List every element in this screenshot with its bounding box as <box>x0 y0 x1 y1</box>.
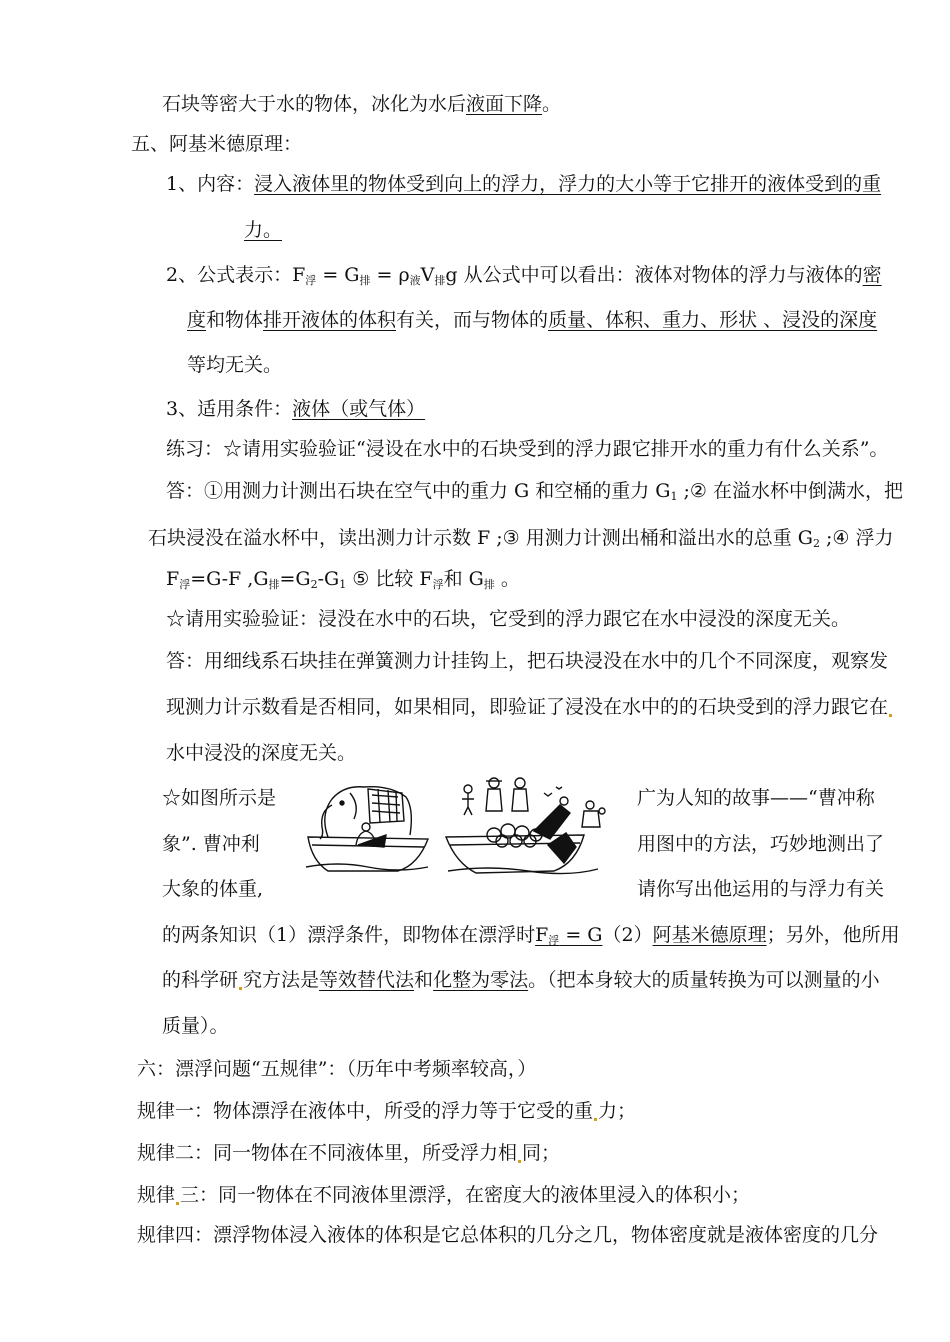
underlined-answer <box>535 924 602 946</box>
text-span: 的两条知识（1）漂浮条件，即物体在漂浮时 <box>162 924 536 946</box>
item-label: 1、内容： <box>166 173 255 195</box>
formula-subscript: 2 <box>310 578 318 591</box>
formula-subscript: 排 <box>434 274 446 287</box>
answer-line <box>166 694 893 720</box>
formula-part: g <box>445 264 458 286</box>
formula-part: =G-F ,G <box>190 568 269 590</box>
text-line: 等均无关。 <box>187 354 283 376</box>
formula-part: = ρ <box>370 264 410 286</box>
text-span: 石块浸没在溢水杯中，读出测力计示数 F ;③ 用 <box>148 527 545 549</box>
text-span: 规律 <box>137 1184 176 1206</box>
formula-part: F <box>535 924 549 946</box>
rule-line <box>137 1182 750 1208</box>
formula-subscript: 2 <box>812 537 820 550</box>
exercise-question: ☆请用实验验证：浸没在水中的石块，它受到的浮力跟它在水中浸没的深度无关。 <box>166 608 851 630</box>
text-span: ;④ 浮力 <box>819 527 894 549</box>
stray-mark <box>518 1160 521 1163</box>
text-line <box>162 922 900 948</box>
item-label: 2、公式表示： <box>166 264 293 286</box>
formula-subscript: 浮 <box>432 578 444 591</box>
formula-subscript: 浮 <box>548 934 560 947</box>
underlined-answer: 化整为零法 <box>433 969 529 991</box>
rule-line <box>137 1098 636 1124</box>
formula-subscript: 排 <box>483 578 495 591</box>
text-line <box>162 967 880 993</box>
text-line: 质量）。 <box>162 1015 229 1037</box>
rule-line: 规律四：漂浮物体浸入液体的体积是它总体积的几分之几，物体密度就是液体密度的几分 <box>137 1224 879 1246</box>
text-line: 广为人知的故事——“曹冲称 <box>637 787 875 809</box>
text-span: 规律二：同一物体在不同液体里，所受浮力相 <box>137 1142 518 1164</box>
underlined-answer: 液面下降 <box>466 93 543 115</box>
stray-mark <box>889 714 892 717</box>
formula-line <box>166 262 882 288</box>
formula-subscript: 排 <box>359 274 371 287</box>
text-line <box>244 217 282 243</box>
text-line <box>166 396 425 422</box>
answer-line <box>166 566 520 592</box>
text-line: 大象的体重, <box>162 878 264 900</box>
text-span: 。 <box>494 568 520 590</box>
formula-subscript: 1 <box>670 490 678 503</box>
underlined-answer: 浸入液体里的物体受到向上的浮力，浮力的大小等于它排开的液体受到的重 <box>254 173 882 195</box>
formula-part: 和 G <box>443 568 484 590</box>
formula-subscript: 1 <box>339 578 347 591</box>
underlined-answer: 排开液体的体积 <box>263 309 397 331</box>
formula-subscript: 浮 <box>305 274 317 287</box>
formula-part: ⑤ 比较 F <box>346 568 433 590</box>
answer-line <box>148 525 893 551</box>
text-span: 究方法是 <box>243 969 320 991</box>
item-label: 3、适用条件： <box>166 398 293 420</box>
underlined-answer: 度 <box>187 309 207 331</box>
illustration-svg <box>298 775 616 887</box>
text-span: 同； <box>522 1142 561 1164</box>
underlined-answer: 等效替代法 <box>319 969 415 991</box>
text-line: 请你写出他运用的与浮力有关 <box>637 878 885 900</box>
text-span: ;② 在溢水杯中倒满水，把 <box>677 480 903 502</box>
text-span: 现测力计示数看是否相同，如果相同，即验证了浸没在水中的的石块受到的浮力跟它在 <box>166 696 889 718</box>
text-span: 规律一：物体漂浮在液体中，所受的浮力等于它受的重 <box>137 1100 594 1122</box>
stray-mark <box>594 1118 597 1121</box>
text-line <box>187 307 877 333</box>
text-span: 和物体 <box>206 309 264 331</box>
text-span: 测力计测出桶和溢出水的总重 G <box>544 527 813 549</box>
text-span: 和 <box>414 969 434 991</box>
formula-part: = G <box>559 924 603 946</box>
text-span: 从公式中可以看出：液体对物体的浮力与液体的 <box>457 264 863 286</box>
text-span: 有关，而与物体的 <box>396 309 549 331</box>
text-span: 。 <box>542 93 562 115</box>
text-line <box>166 171 881 197</box>
text-span: 答：①用测力计测出石块在空气中的重力 G 和空桶的重力 G <box>166 480 671 502</box>
exercise-question: 练习：☆请用实验验证“浸设在水中的石块受到的浮力跟它排开水的重力有什么关系”。 <box>166 438 889 460</box>
formula-part: F <box>166 568 180 590</box>
formula-part: F <box>292 264 306 286</box>
text-span: （2） <box>602 924 653 946</box>
underlined-answer: 密 <box>862 264 882 286</box>
formula-part: -G <box>317 568 340 590</box>
text-span: ；另外，他所用 <box>766 924 900 946</box>
section-heading: 六：漂浮问题“五规律”：（历年中考频率较高，） <box>137 1058 537 1080</box>
underlined-answer: 液体（或气体） <box>292 398 426 420</box>
text-span: 三：同一物体在不同液体里漂浮，在密度大的液体里浸入的体积小； <box>180 1184 751 1206</box>
cao-chong-weighs-elephant-illustration <box>298 775 616 887</box>
text-span: 石块等密大于水的物体，冰化为水后 <box>162 93 467 115</box>
formula-subscript: 排 <box>268 578 280 591</box>
formula-part: V <box>420 264 435 286</box>
answer-line: 答：用细线系石块挂在弹簧测力计挂钩上，把石块浸没在水中的几个不同深度，观察发 <box>166 650 889 672</box>
answer-line: 水中浸没的深度无关。 <box>166 742 357 764</box>
text-line: 象”. 曹冲利 <box>162 833 260 855</box>
answer-line <box>166 478 903 504</box>
text-line <box>162 91 561 117</box>
text-span: 力； <box>598 1100 637 1122</box>
section-heading: 五、阿基米德原理： <box>131 133 303 155</box>
formula-subscript: 液 <box>409 274 421 287</box>
text-line: 用图中的方法，巧妙地测出了 <box>637 833 885 855</box>
formula-subscript: 浮 <box>179 578 191 591</box>
text-span: 的科学研 <box>162 969 239 991</box>
formula-part: =G <box>279 568 311 590</box>
formula-part: = G <box>316 264 360 286</box>
stray-mark <box>239 987 242 990</box>
stray-mark <box>176 1202 179 1205</box>
underlined-answer: 阿基米德原理 <box>652 924 767 946</box>
underlined-answer: 力。 <box>244 219 283 241</box>
underlined-answer: 质量、体积、重力、形状 、浸没的深度 <box>548 309 878 331</box>
text-span: 。（把本身较大的质量转换为可以测量的小 <box>528 969 880 991</box>
rule-line <box>137 1140 560 1166</box>
text-line: ☆如图所示是 <box>162 787 277 809</box>
